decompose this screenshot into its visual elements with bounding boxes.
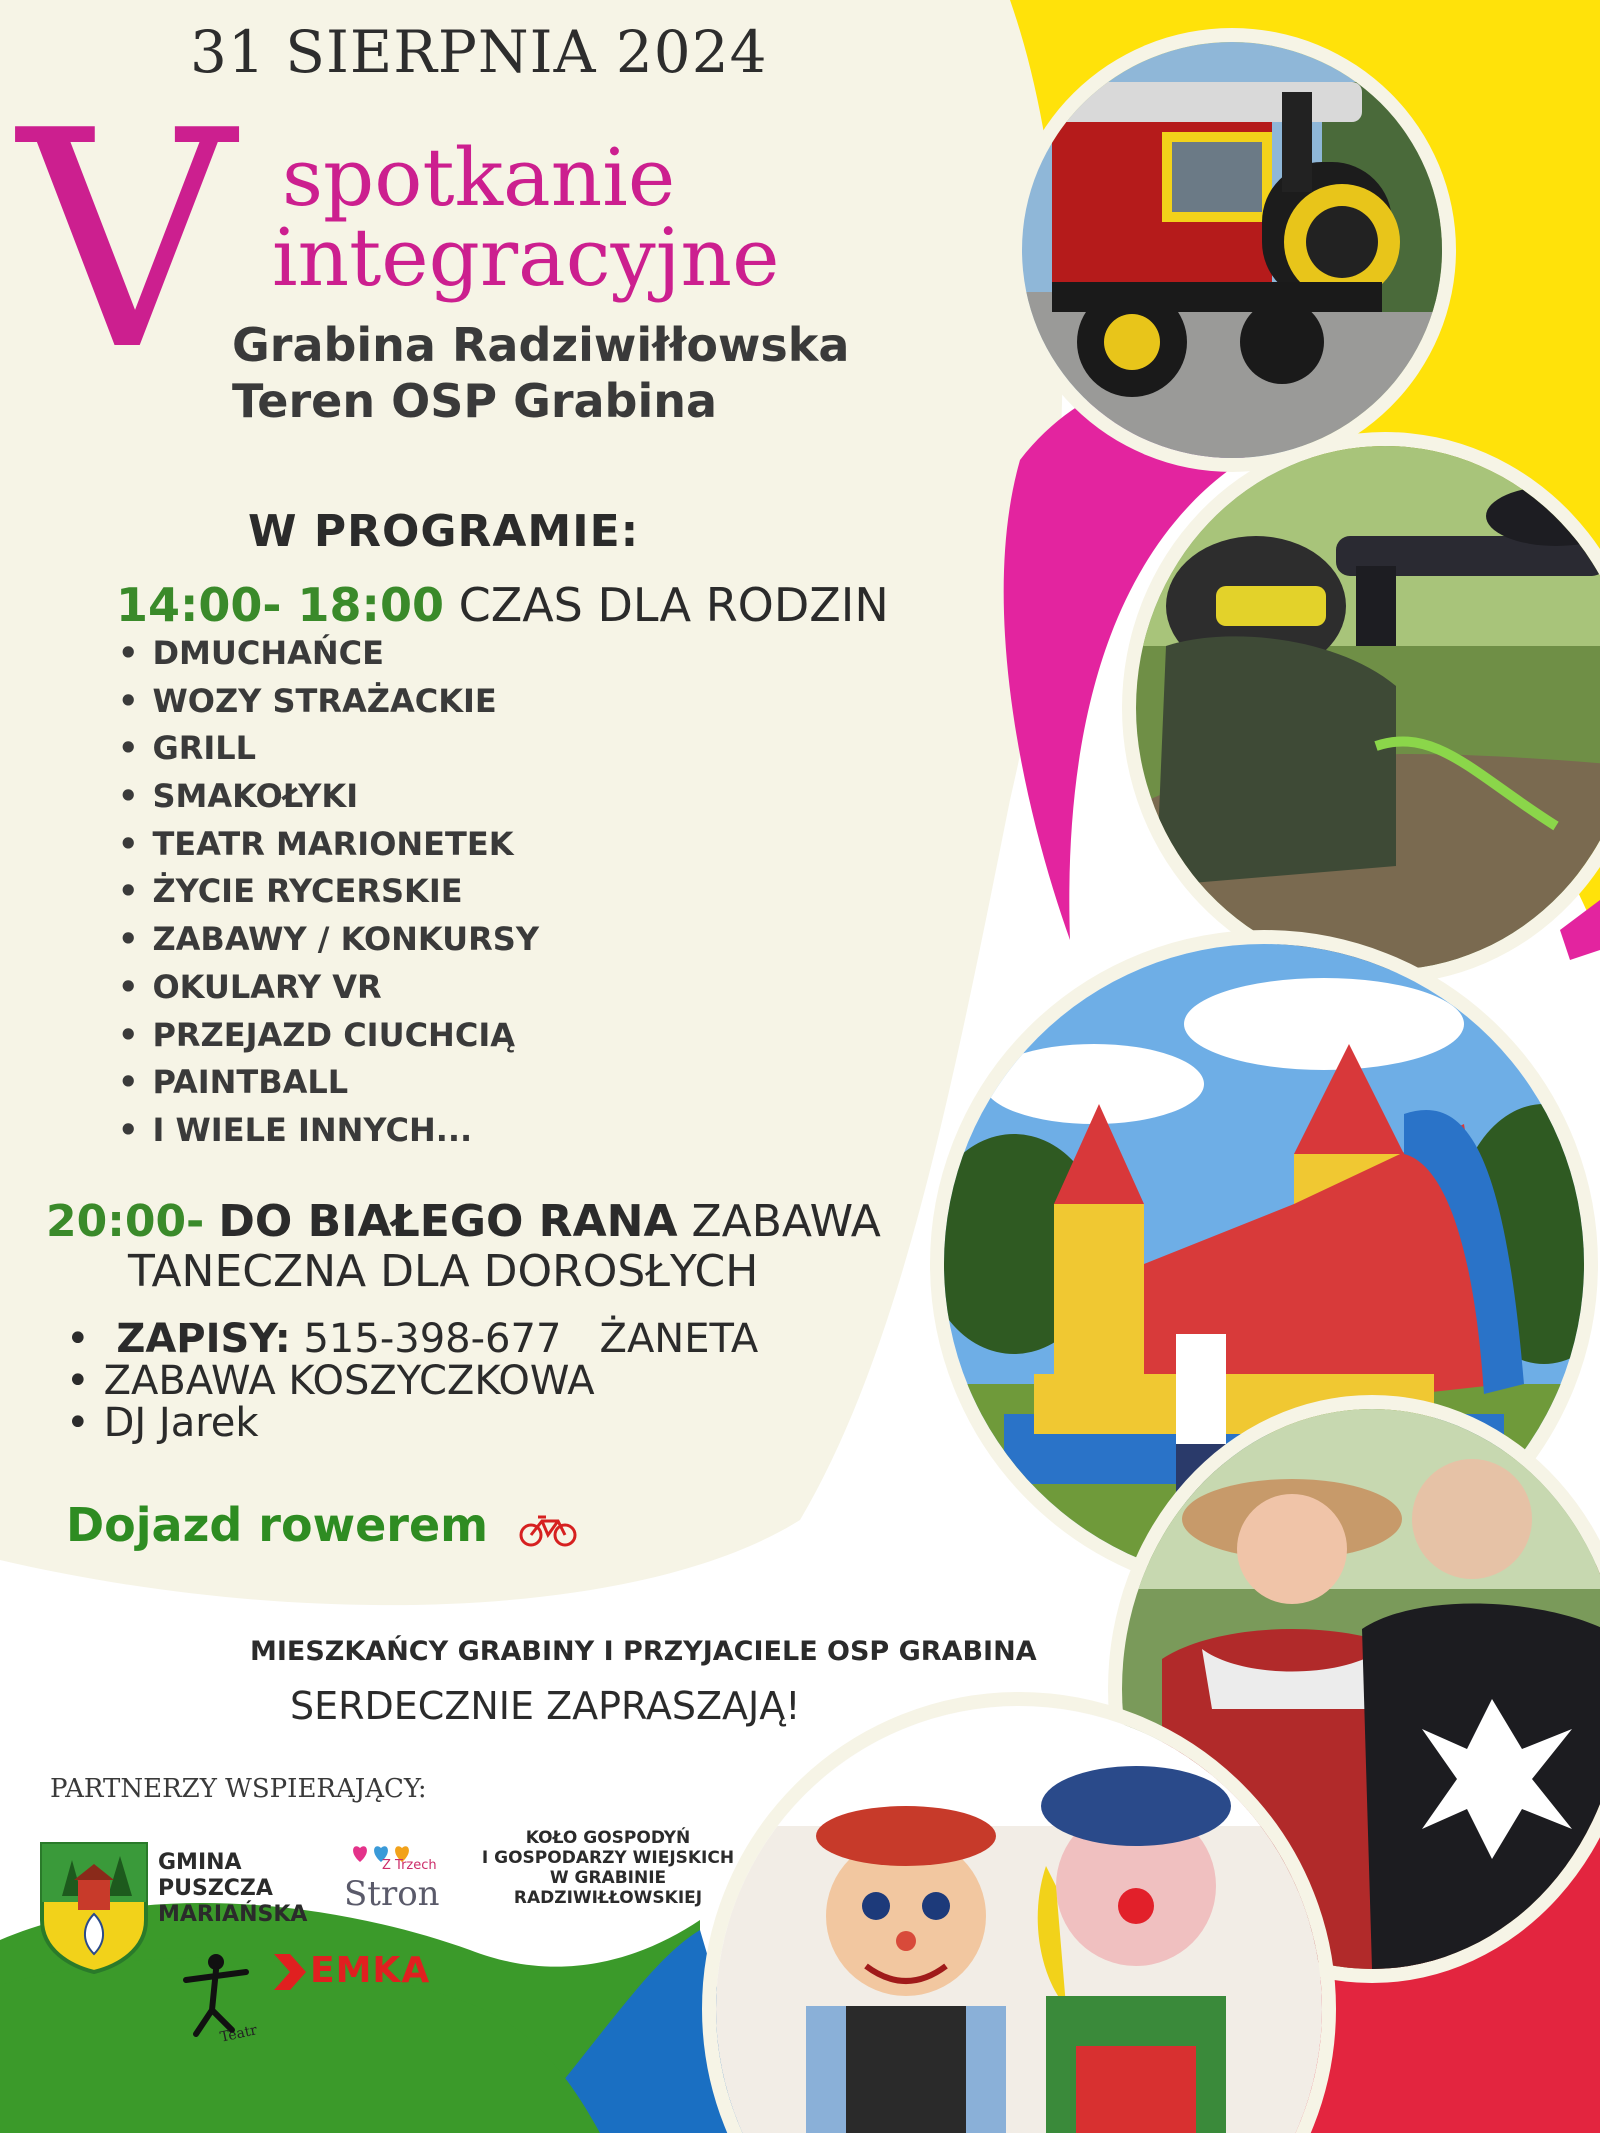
residents-text: MIESZKAŃCY GRABINY I PRZYJACIELE OSP GRABINA bbox=[250, 1636, 1037, 1667]
evening-line-2: TANECZNA DLA DOROSŁYCH bbox=[128, 1246, 759, 1297]
program-heading: W PROGRAMIE: bbox=[248, 506, 640, 557]
teatr-text: Teatr bbox=[218, 2022, 259, 2046]
trzech-text: Z Trzech bbox=[382, 1858, 437, 1873]
evening-time: 20:00- bbox=[46, 1196, 205, 1247]
kolo-line-1: KOŁO GOSPODYŃ bbox=[525, 1828, 691, 1848]
list-item: • GRILL bbox=[118, 725, 539, 773]
list-item: • I WIELE INNYCH... bbox=[118, 1107, 539, 1155]
program-list bbox=[118, 630, 539, 1155]
list-item: • PRZEJAZD CIUCHCIĄ bbox=[118, 1012, 539, 1060]
basket-item: • ZABAWA KOSZYCZKOWA bbox=[66, 1360, 758, 1402]
partners-label: PARTNERZY WSPIERAJĄCY: bbox=[50, 1774, 427, 1804]
extras-list bbox=[66, 1318, 758, 1444]
stron-text: Stron bbox=[344, 1874, 440, 1914]
gmina-crest-icon bbox=[38, 1840, 150, 1974]
kolo-line-4: RADZIWIŁŁOWSKIEJ bbox=[513, 1888, 703, 1908]
list-item: • OKULARY VR bbox=[118, 964, 539, 1012]
kolo-line-3: W GRABINIE bbox=[549, 1868, 667, 1888]
bike-transport bbox=[66, 1498, 578, 1552]
list-item: • WOZY STRAŻACKIE bbox=[118, 678, 539, 726]
kolo-line-2: I GOSPODARZY WIEJSKICH bbox=[481, 1848, 735, 1868]
list-item: • TEATR MARIONETEK bbox=[118, 821, 539, 869]
title-line-1: spotkanie bbox=[282, 131, 676, 224]
list-item: • SMAKOŁYKI bbox=[118, 773, 539, 821]
list-item: • DMUCHAŃCE bbox=[118, 630, 539, 678]
list-item: • ZABAWY / KONKURSY bbox=[118, 916, 539, 964]
emka-text: EMKA bbox=[310, 1950, 431, 1991]
evening-rest: ZABAWA bbox=[691, 1196, 881, 1247]
signup-item bbox=[66, 1318, 758, 1360]
list-item: • PAINTBALL bbox=[118, 1059, 539, 1107]
gmina-line-1: GMINA bbox=[158, 1850, 242, 1875]
dj-item: • DJ Jarek bbox=[66, 1402, 758, 1444]
location-line-1: Grabina Radziwiłłowska bbox=[232, 318, 850, 372]
event-date: 31 SIERPNIA 2024 bbox=[190, 18, 768, 86]
gmina-line-2: PUSZCZA bbox=[158, 1876, 273, 1901]
invite-text: SERDECZNIE ZAPRASZAJĄ! bbox=[290, 1684, 801, 1728]
emka-logo-icon bbox=[270, 1950, 310, 1994]
family-time-line bbox=[116, 578, 889, 632]
gmina-line-3: MARIAŃSKA bbox=[158, 1902, 308, 1927]
roman-numeral: V bbox=[18, 67, 235, 416]
gmina-name bbox=[158, 1850, 307, 1928]
title-line-2: integracyjne bbox=[272, 211, 780, 304]
bicycle-icon bbox=[518, 1509, 578, 1549]
evening-line-1 bbox=[46, 1196, 881, 1247]
family-time: 14:00- 18:00 bbox=[116, 578, 444, 632]
signup-label: ZAPISY: bbox=[116, 1316, 291, 1362]
kolo-name bbox=[478, 1828, 738, 1908]
signup-value: 515-398-677 ŻANETA bbox=[303, 1316, 759, 1362]
family-label: CZAS DLA RODZIN bbox=[458, 578, 889, 632]
location-line-2: Teren OSP Grabina bbox=[232, 374, 718, 428]
bike-label: Dojazd rowerem bbox=[66, 1498, 489, 1552]
evening-bold: DO BIAŁEGO RANA bbox=[218, 1196, 678, 1247]
list-item: • ŻYCIE RYCERSKIE bbox=[118, 868, 539, 916]
train-photo bbox=[1008, 28, 1456, 472]
